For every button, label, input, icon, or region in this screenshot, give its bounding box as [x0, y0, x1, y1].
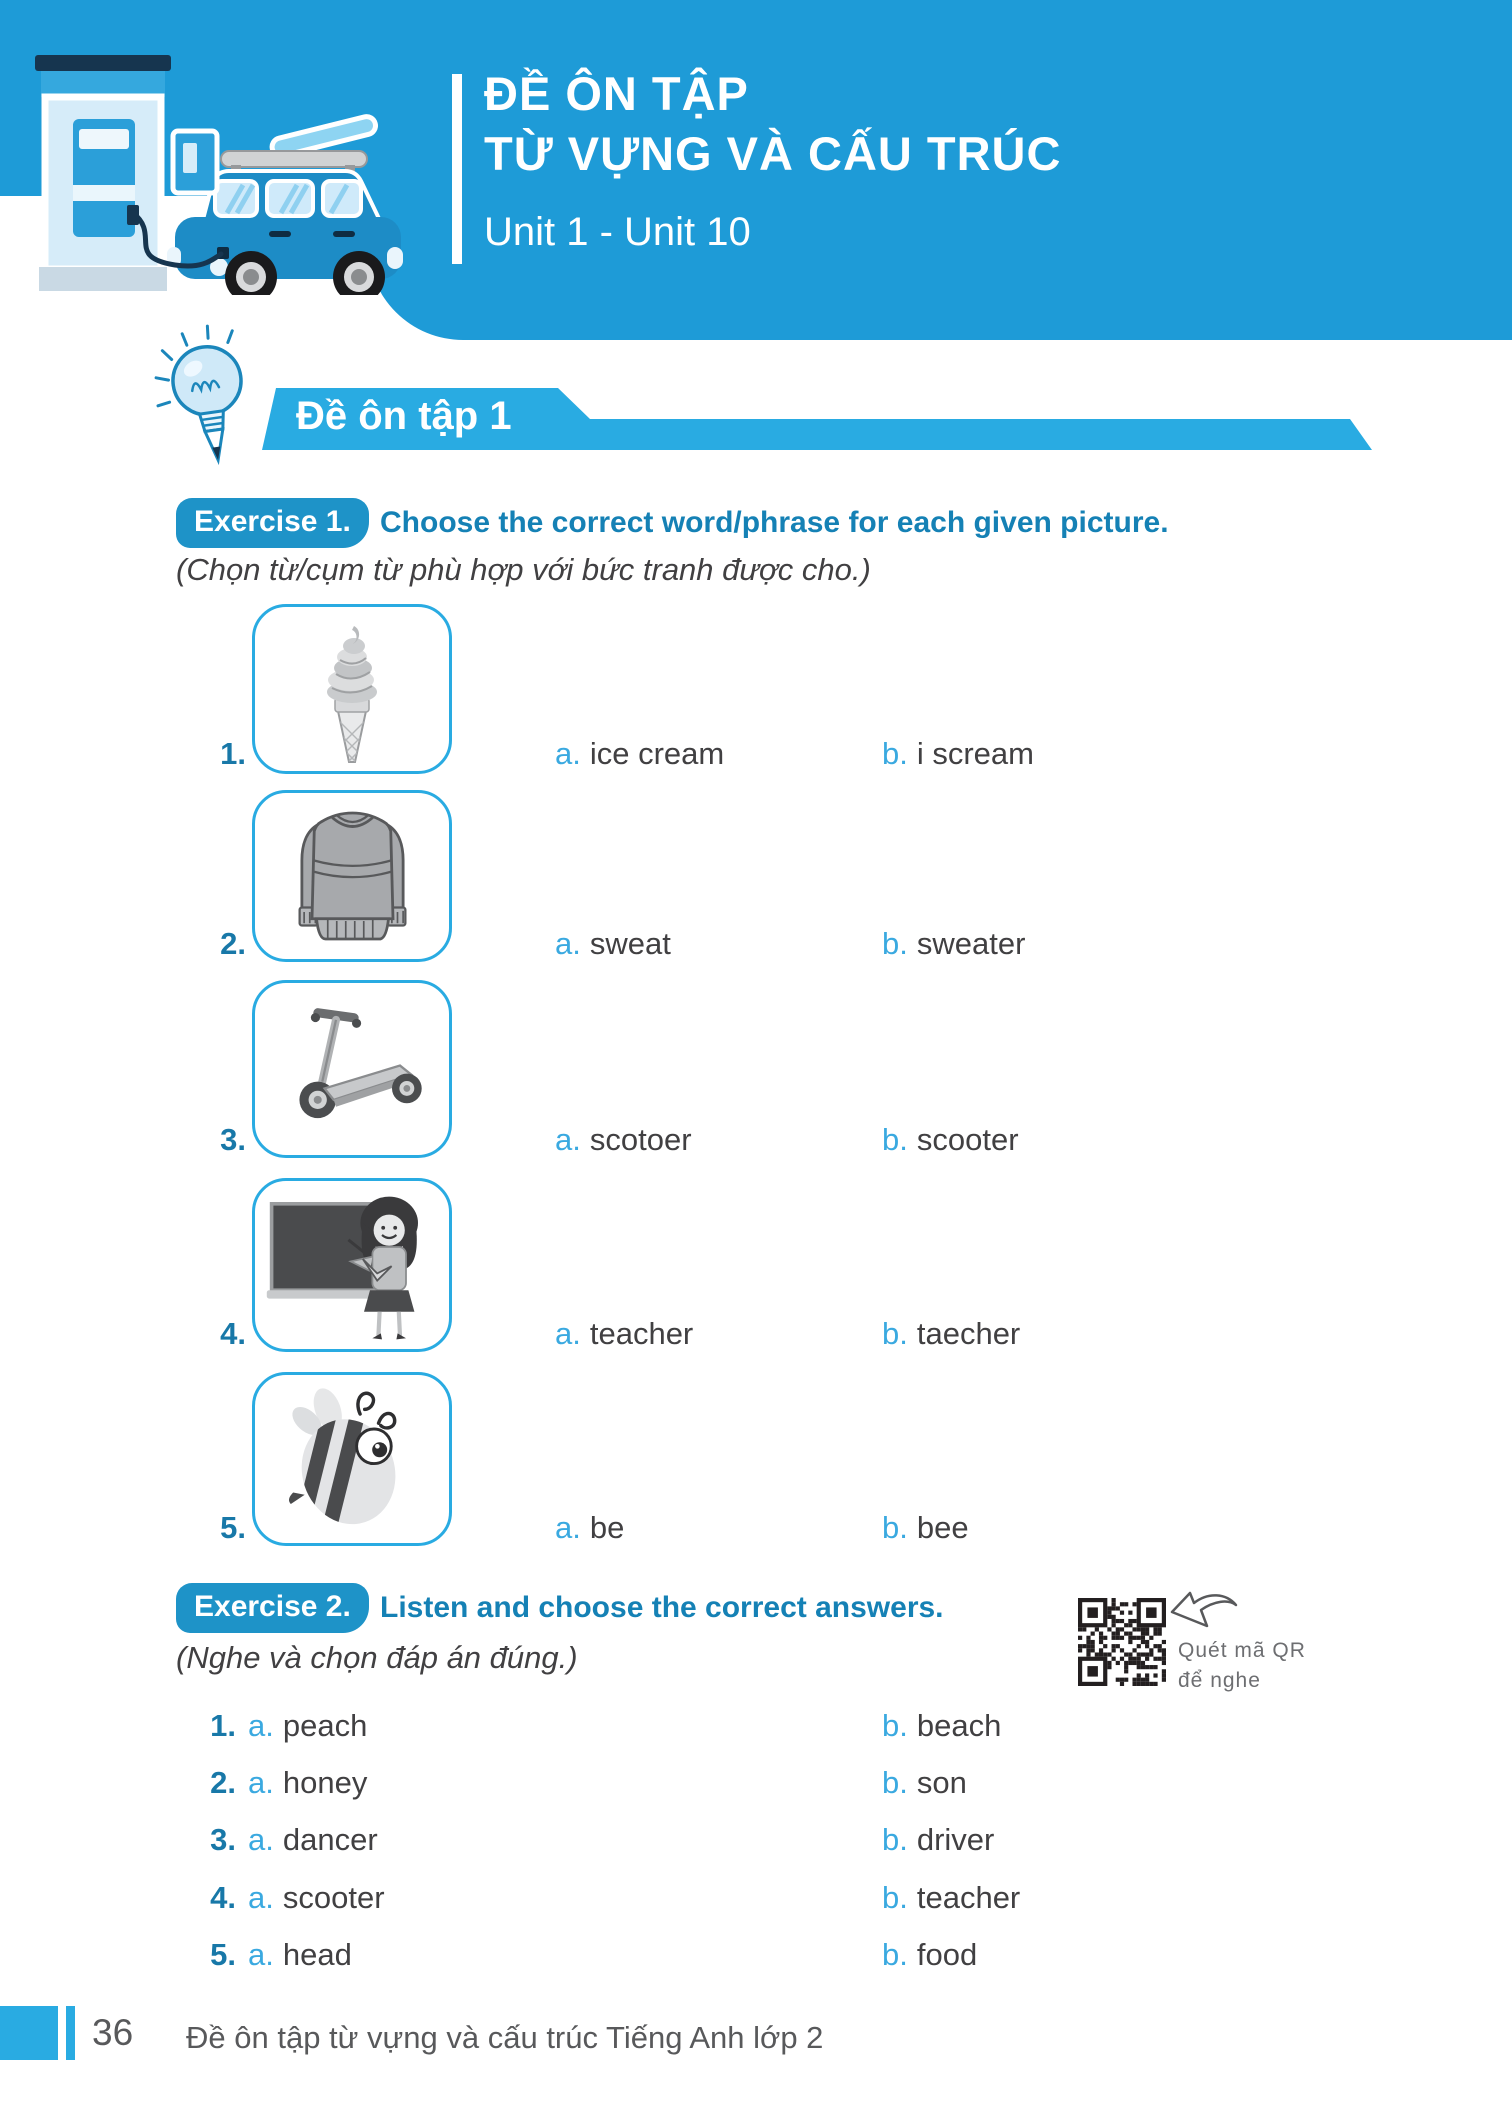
footer-accent-square [0, 2006, 58, 2060]
footer-accent-bar [66, 2006, 75, 2060]
option-text: beach [916, 1708, 1002, 1743]
option-text: scotoer [589, 1122, 692, 1157]
option-text: scooter [916, 1122, 1019, 1157]
option-b [882, 1122, 1019, 1158]
option-letter: b. [882, 1510, 908, 1545]
item-number: 2. [220, 926, 246, 961]
option-letter: a. [555, 1122, 581, 1157]
qr-code [1078, 1598, 1166, 1686]
option-a [555, 926, 671, 962]
item-number: 1. [220, 736, 246, 771]
option-b [882, 1510, 969, 1546]
picture-box-sweater [252, 790, 452, 962]
option-text: teacher [916, 1880, 1021, 1915]
item-number: 3. [220, 1122, 246, 1157]
item-number: 5. [220, 1510, 246, 1545]
option-letter: a. [555, 926, 581, 961]
option-a [248, 1880, 385, 1916]
qr-caption-line2: để nghe [1178, 1669, 1261, 1692]
option-letter: b. [882, 1765, 908, 1800]
header-title-line1: ĐỀ ÔN TẬP [484, 67, 749, 120]
option-a [555, 1316, 693, 1352]
option-text: bee [916, 1510, 969, 1545]
picture-box-scooter [252, 980, 452, 1158]
option-text: sweater [916, 926, 1026, 961]
option-text: scooter [282, 1880, 385, 1915]
option-text: son [916, 1765, 967, 1800]
gas-pump-car-illustration-icon [15, 35, 415, 295]
exercise2-badge: Exercise 2. [176, 1583, 369, 1633]
option-b [882, 1316, 1020, 1352]
option-letter: b. [882, 926, 908, 961]
picture-box-teacher [252, 1178, 452, 1352]
option-a [248, 1937, 352, 1973]
section-title: Đề ôn tập 1 [296, 394, 512, 438]
option-a [248, 1708, 367, 1744]
option-letter: b. [882, 1708, 908, 1743]
picture-box-ice-cream [252, 604, 452, 774]
lightbulb-pencil-icon [148, 322, 280, 482]
item-number: 2. [210, 1765, 236, 1800]
sweater-image [285, 801, 420, 951]
option-text: teacher [589, 1316, 694, 1351]
option-text: i scream [916, 736, 1034, 771]
option-a [248, 1765, 367, 1801]
curved-arrow-icon [1168, 1588, 1244, 1636]
option-text: taecher [916, 1316, 1021, 1351]
header-title-line2: TỪ VỰNG VÀ CẤU TRÚC [484, 127, 1062, 180]
option-text: head [282, 1937, 352, 1972]
bee-image [277, 1384, 427, 1534]
item-number: 1. [210, 1708, 236, 1743]
ice-cream-image [297, 614, 407, 764]
option-b [882, 1880, 1020, 1916]
exercise1-instruction-en: Choose the correct word/phrase for each given picture. [380, 506, 1169, 539]
qr-caption-line1: Quét mã QR [1178, 1639, 1306, 1662]
option-text: food [916, 1937, 978, 1972]
option-a [555, 1510, 624, 1546]
option-letter: a. [555, 1510, 581, 1545]
option-letter: b. [882, 1316, 908, 1351]
qr-caption [1178, 1636, 1306, 1696]
option-text: ice cream [589, 736, 725, 771]
item-number: 4. [210, 1880, 236, 1915]
option-b [882, 1765, 967, 1801]
option-text: sweat [589, 926, 671, 961]
option-b [882, 926, 1025, 962]
item-number: 4. [220, 1316, 246, 1351]
option-letter: a. [248, 1937, 274, 1972]
option-text: dancer [282, 1822, 378, 1857]
option-a [248, 1822, 378, 1858]
option-b [882, 736, 1034, 772]
page-number: 36 [92, 2012, 134, 2053]
option-letter: a. [248, 1880, 274, 1915]
option-letter: a. [248, 1765, 274, 1800]
exercise1-instruction-vi: (Chọn từ/cụm từ phù hợp với bức tranh được cho.) [176, 552, 871, 587]
option-letter: b. [882, 1880, 908, 1915]
option-letter: a. [248, 1708, 274, 1743]
option-text: honey [282, 1765, 368, 1800]
option-b [882, 1822, 994, 1858]
exercise2-instruction-vi: (Nghe và chọn đáp án đúng.) [176, 1640, 578, 1675]
picture-box-bee [252, 1372, 452, 1546]
exercise1-badge: Exercise 1. [176, 498, 369, 548]
option-letter: b. [882, 1122, 908, 1157]
option-a [555, 1122, 692, 1158]
item-number: 3. [210, 1822, 236, 1857]
footer-title: Đề ôn tập từ vựng và cấu trúc Tiếng Anh lớp 2 [186, 2020, 824, 2055]
option-letter: a. [555, 1316, 581, 1351]
header-divider-bar [452, 74, 462, 264]
option-letter: a. [555, 736, 581, 771]
scooter-image [272, 1004, 432, 1134]
option-letter: b. [882, 1937, 908, 1972]
option-b [882, 1708, 1001, 1744]
option-letter: b. [882, 736, 908, 771]
option-a [555, 736, 724, 772]
item-number: 5. [210, 1937, 236, 1972]
exercise2-instruction-en: Listen and choose the correct answers. [380, 1591, 944, 1624]
option-b [882, 1937, 977, 1973]
option-text: driver [916, 1822, 995, 1857]
option-text: be [589, 1510, 625, 1545]
teacher-image [262, 1187, 442, 1343]
option-text: peach [282, 1708, 368, 1743]
header-subtitle: Unit 1 - Unit 10 [484, 210, 751, 254]
option-letter: b. [882, 1822, 908, 1857]
option-letter: a. [248, 1822, 274, 1857]
